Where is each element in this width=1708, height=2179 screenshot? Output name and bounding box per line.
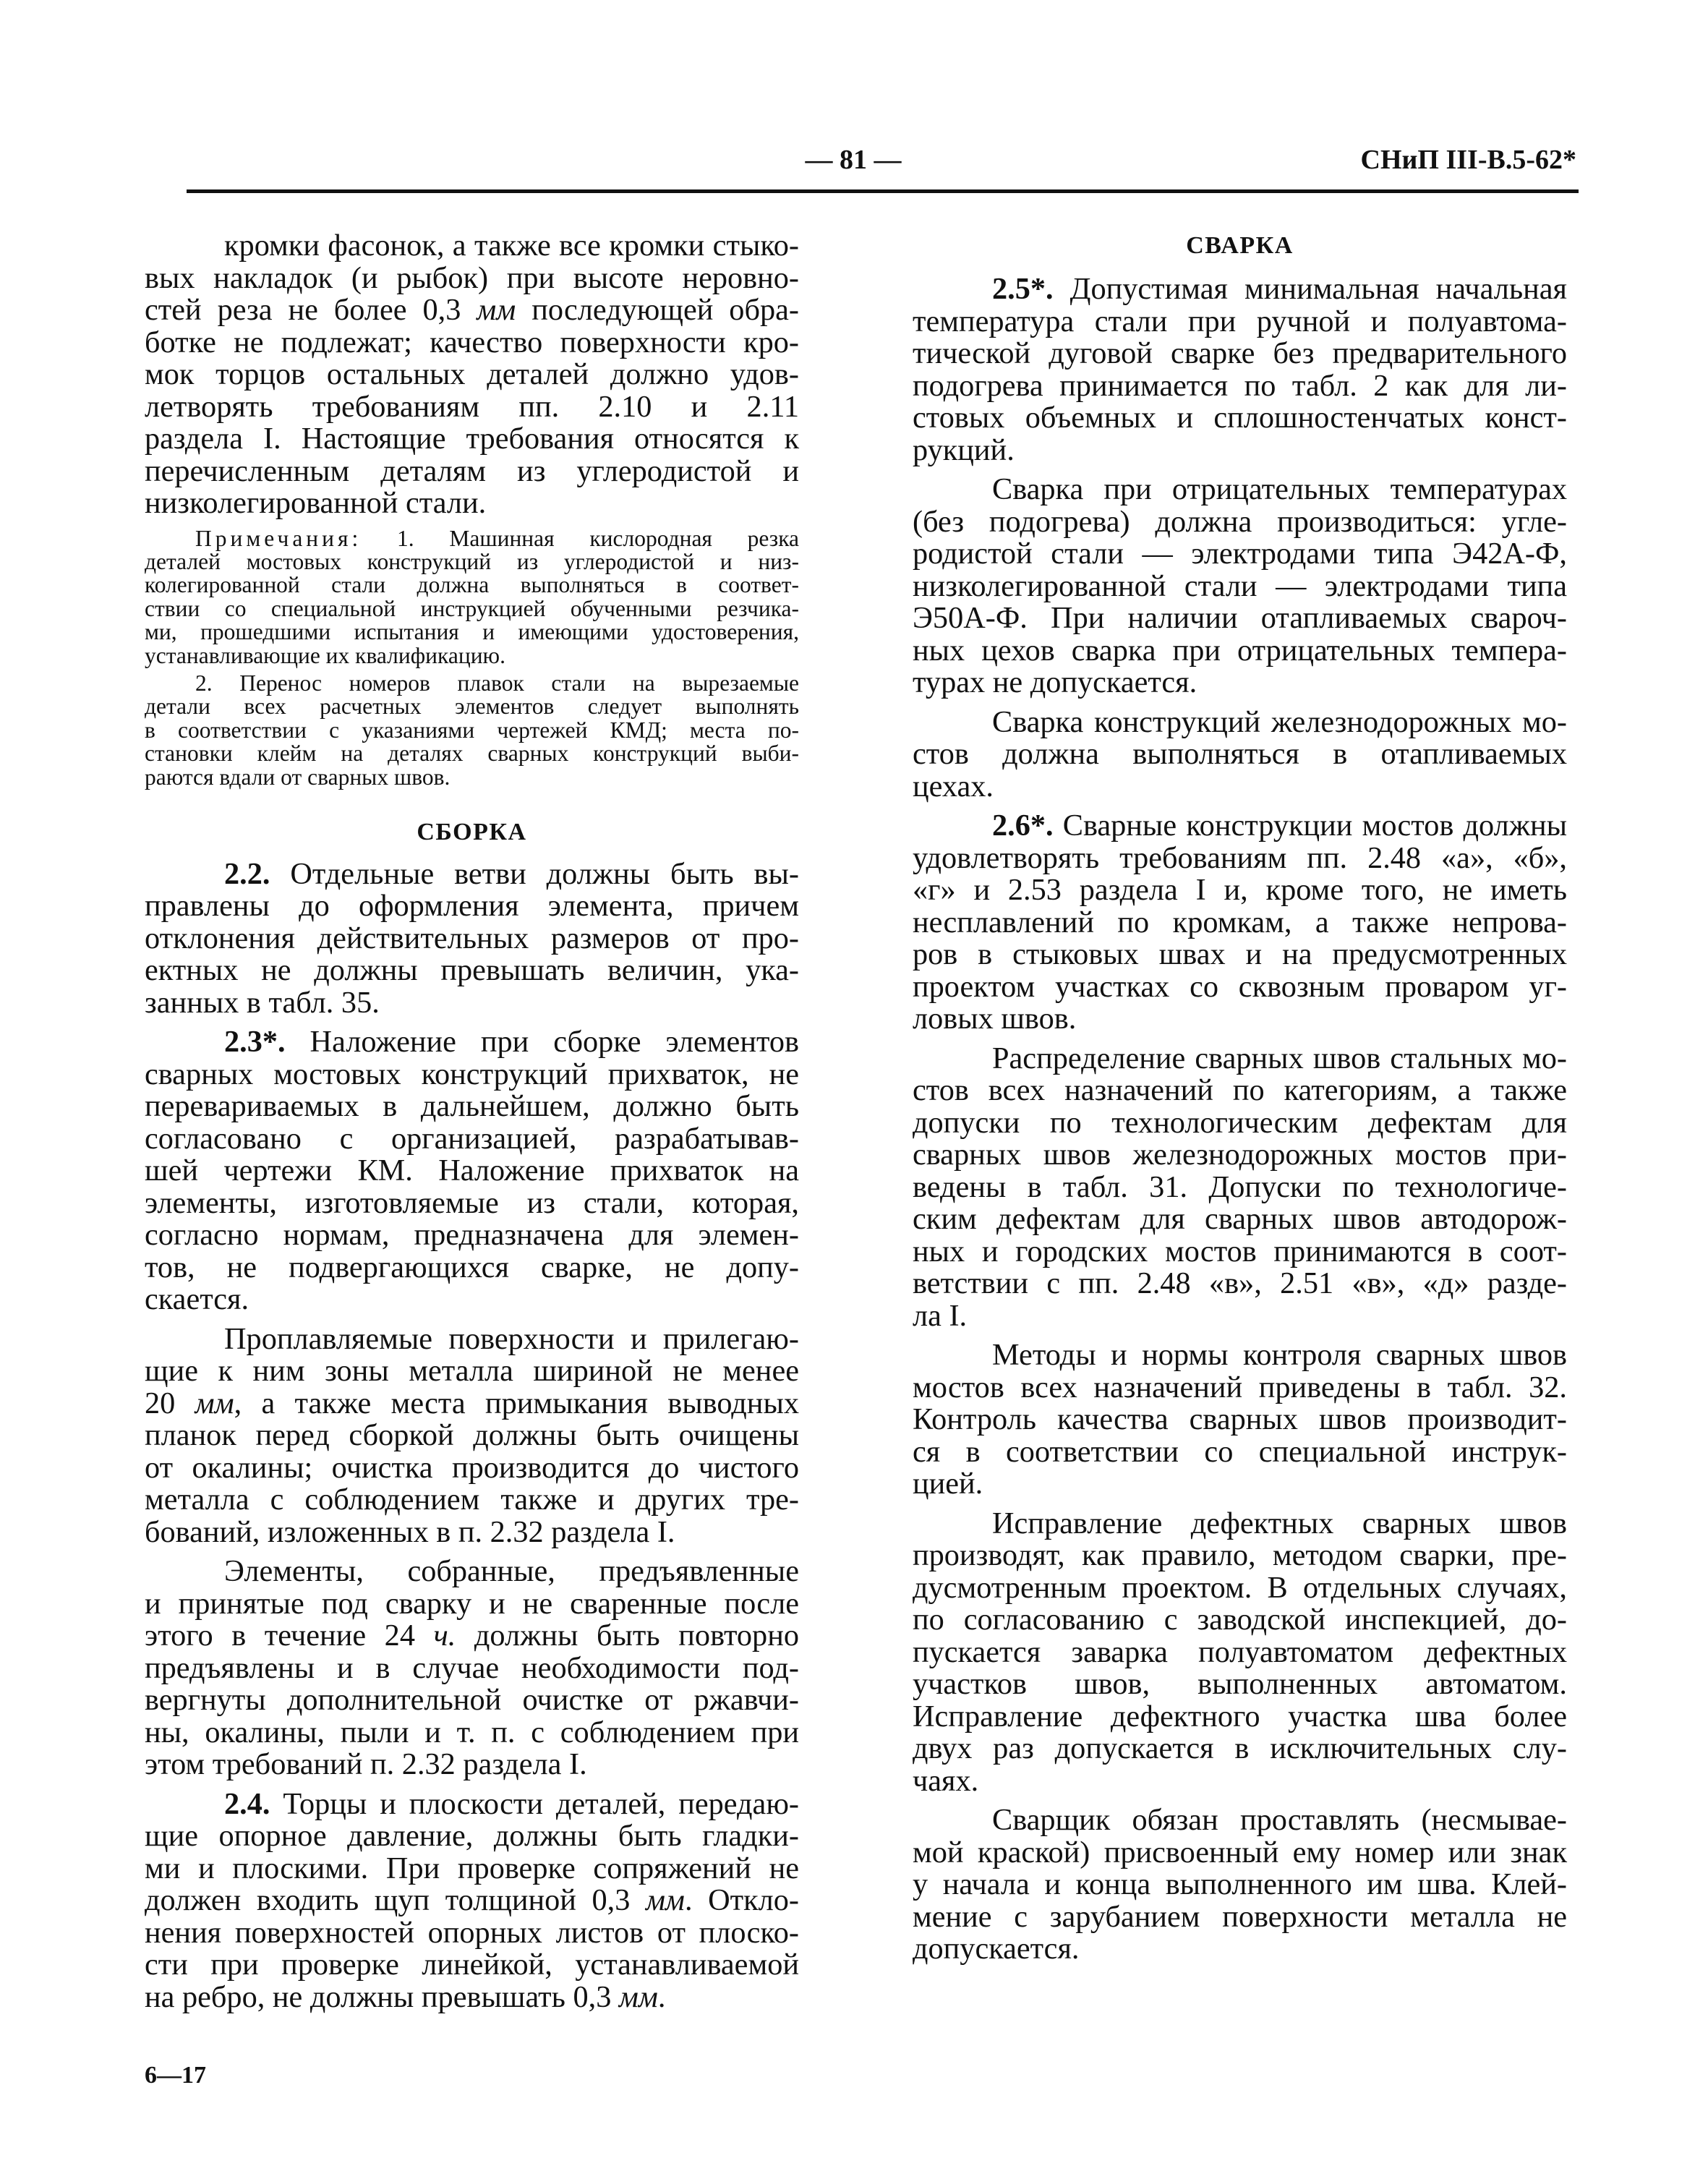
text-line: мок торцов остальных деталей должно удов- <box>145 357 799 391</box>
text-line: шей чертежи КМ. Наложение прихваток на <box>145 1154 799 1188</box>
text-line: ским дефектам для сварных швов автодорож- <box>913 1202 1567 1236</box>
text-line: от окалины; очистка производится до чистого <box>145 1450 799 1485</box>
text-line: занных в табл. 35. <box>145 985 380 1020</box>
text-line: цехах. <box>913 769 994 803</box>
text-line: раются вдали от сварных швов. <box>145 764 451 790</box>
page-number: — 81 — <box>805 145 902 175</box>
clause-2-5 <box>913 273 1567 466</box>
text-line: ся в соответствии со специальной инструк- <box>913 1434 1567 1469</box>
text-line: 2.2. Отдельные ветви должны быть вы- <box>224 856 799 891</box>
text-line: в соответствии с указаниями чертежей КМД; места по- <box>145 717 799 743</box>
text-line: Распределение сварных швов стальных мо- <box>992 1041 1567 1075</box>
text-line: ловых швов. <box>913 1002 1077 1036</box>
text-line: производят, как правило, методом сварки, пре- <box>913 1538 1567 1572</box>
text-line: дусмотренным проектом. В отдельных случаях, <box>913 1570 1567 1605</box>
clause-2-6 <box>913 810 1567 1036</box>
text-line: несплавлений по кромкам, а также непрова- <box>913 905 1567 939</box>
text-line: щие опорное давление, должны быть гладки- <box>145 1819 799 1854</box>
text-line: по согласованию с заводской инспекцией, до- <box>913 1603 1567 1637</box>
text-line: становки клейм на деталях сварных конструкций выби- <box>145 741 799 767</box>
text-line: рукций. <box>913 432 1015 467</box>
text-line: проектом участках со сквозным проваром уг- <box>913 969 1567 1004</box>
text-line: этом требований п. 2.32 раздела I. <box>145 1747 587 1782</box>
text-line: ветствии с пп. 2.48 «в», 2.51 «в», «д» разде- <box>913 1266 1567 1300</box>
text-line: удовлетворять требованиям пп. 2.48 «а», «б», <box>913 840 1567 875</box>
text-line: перечисленным деталям из углеродистой и <box>145 453 799 488</box>
text-line: стовых объемных и сплошностенчатых конст- <box>913 401 1567 435</box>
text-line: ми и плоскими. При проверке сопряжений не <box>145 1851 799 1885</box>
text-line: правлены до оформления элемента, причем <box>145 889 799 924</box>
clause-2-6-paragraph-5 <box>913 1804 1567 1966</box>
text-line: 2.4. Торцы и плоскости деталей, передаю- <box>224 1786 800 1821</box>
text-line: сти при проверке линейкой, устанавливаемой <box>145 1948 799 1982</box>
text-line: у начала и конца выполненного им шва. Клей- <box>913 1867 1567 1901</box>
clause-2-3-paragraph-3 <box>145 1556 799 1781</box>
text-line: и принятые под сварку и не сваренные после <box>145 1586 799 1621</box>
text-line: скается. <box>145 1282 249 1317</box>
text-line: мостов всех назначений приведены в табл. 32. <box>913 1370 1567 1404</box>
text-line: допускается. <box>913 1932 1080 1966</box>
text-line: родистой стали — электродами типа Э42А-Ф, <box>913 537 1567 571</box>
clause-2-3-paragraph-2 <box>145 1323 799 1549</box>
text-line: участков швов, выполненных автоматом. <box>913 1667 1567 1701</box>
text-line: ектных не должны превышать величин, ука- <box>145 953 799 988</box>
clause-2-4 <box>145 1788 799 2014</box>
text-line: сварных швов железнодорожных мостов при- <box>913 1138 1567 1172</box>
text-line: турах не допускается. <box>913 665 1197 699</box>
section-heading-welding: СВАРКА <box>1186 232 1294 259</box>
text-line: ботке не подлежат; качество поверхности кро- <box>145 325 799 359</box>
page-header <box>0 142 1708 185</box>
text-line: щие к ним зоны металла шириной не менее <box>145 1354 799 1389</box>
text-line: этого в течение 24 ч. должны быть повторно <box>145 1619 799 1653</box>
text-line: тов, не подвергающихся сварке, не допу- <box>145 1250 799 1284</box>
text-line: цией. <box>913 1467 983 1501</box>
text-line: чаях. <box>913 1763 979 1798</box>
text-line: допуски по технологическим дефектам для <box>913 1105 1567 1140</box>
clause-number: 2.3*. <box>224 1025 286 1059</box>
text-line: 2. Перенос номеров плавок стали на вырезаемые <box>195 670 799 696</box>
clause-2-3 <box>145 1026 799 1316</box>
text-line: согласно нормам, предназначена для элемен- <box>145 1218 799 1253</box>
text-line: бований, изложенных в п. 2.32 раздела I. <box>145 1514 675 1549</box>
clause-2-6-paragraph-3 <box>913 1339 1567 1501</box>
text-line: предъявлены и в случае необходимости под- <box>145 1650 799 1685</box>
text-line: вых накладок (и рыбок) при высоте неровно- <box>145 260 799 295</box>
text-line: Сварка при отрицательных температурах <box>992 472 1567 506</box>
text-line: Элементы, собранные, предъявленные <box>224 1554 799 1589</box>
text-line: пускается заварка полуавтоматом дефектных <box>913 1634 1567 1669</box>
text-line: Проплавляемые поверхности и прилегаю- <box>224 1321 799 1356</box>
text-line: Исправление дефектных сварных швов <box>992 1506 1567 1540</box>
header-rule <box>187 189 1579 193</box>
notes-label: Примечания: <box>195 525 362 551</box>
text-line: Э50А-Ф. При наличии отапливаемых свароч- <box>913 601 1567 635</box>
clause-2-6-paragraph-4 <box>913 1508 1567 1798</box>
text-line: детали всех расчетных элементов следует выполнять <box>145 694 799 720</box>
right-column <box>913 230 1567 1966</box>
text-line: тической дуговой сварке без предварительного <box>913 336 1567 370</box>
text-line: должен входить щуп толщиной 0,3 мм. Откло- <box>145 1883 799 1918</box>
clause-2-2 <box>145 858 799 1020</box>
text-line: мение с зарубанием поверхности металла не <box>913 1899 1567 1934</box>
clause-number: 2.6*. <box>992 809 1054 843</box>
text-line: 2.3*. Наложение при сборке элементов <box>224 1025 799 1059</box>
note-1-first-line: 1. Машинная кислородная резка <box>397 525 800 551</box>
text-line: нения поверхностей опорных листов от плоско- <box>145 1915 799 1950</box>
clause-2-5-paragraph-2 <box>913 474 1567 699</box>
text-line: (без подогрева) должна производиться: угле- <box>913 504 1567 539</box>
intro-paragraph <box>145 230 799 520</box>
text-line: стов всех назначений по категориям, а также <box>913 1073 1567 1107</box>
note-2 <box>145 672 799 789</box>
text-line: ны, окалины, пыли и т. п. с соблюдением при <box>145 1715 799 1749</box>
text-line: отклонения действительных размеров от про- <box>145 921 799 955</box>
text-line: сварных мостовых конструкций прихваток, не <box>145 1057 799 1091</box>
text-line: 2.5*. Допустимая минимальная начальная <box>992 272 1567 306</box>
text-line: перевариваемых в дальнейшем, должно быть <box>145 1089 799 1124</box>
text-line: стей реза не более 0,3 мм последующей обра- <box>145 293 799 327</box>
text-line: металла с соблюдением также и других тре- <box>145 1483 799 1517</box>
text-line: Сварщик обязан проставлять (несмывае- <box>992 1803 1567 1837</box>
text-line: ров в стыковых швах и на предусмотренных <box>913 937 1567 971</box>
text-line: элементы, изготовляемые из стали, которая, <box>145 1185 799 1220</box>
text-line: двух раз допускается в исключительных слу- <box>913 1731 1567 1765</box>
text-line: Сварка конструкций железнодорожных мо- <box>992 704 1567 739</box>
text-line: Методы и нормы контроля сварных швов <box>992 1338 1567 1372</box>
text-line: Контроль качества сварных швов производит- <box>913 1402 1567 1436</box>
clause-number: 2.2. <box>224 856 270 891</box>
text-line: ных и городских мостов принимаются в соот- <box>913 1234 1567 1268</box>
document-code: СНиП III-В.5-62* <box>1360 145 1576 175</box>
text-line: ных цехов сварка при отрицательных темпера- <box>913 633 1567 668</box>
text-line: планок перед сборкой должны быть очищены <box>145 1418 799 1453</box>
text-line: низколегированной стали. <box>145 486 487 520</box>
signature-mark: 6—17 <box>145 2062 206 2089</box>
text-line: 20 мм, а также места примыкания выводных <box>145 1386 800 1420</box>
text-line: низколегированной стали — электродами типа <box>913 568 1567 603</box>
clause-2-5-paragraph-3 <box>913 704 1567 803</box>
clause-number: 2.5*. <box>992 272 1054 306</box>
text-line: ведены в табл. 31. Допуски по технологиче- <box>913 1169 1567 1204</box>
text-line: ла I. <box>913 1298 968 1333</box>
text-line: стов должна выполняться в отапливаемых <box>913 737 1567 771</box>
clause-2-6-paragraph-2 <box>913 1043 1567 1333</box>
text-line: раздела I. Настоящие требования относятся к <box>145 422 799 456</box>
text-line: вергнуты дополнительной очистке от ржавчи- <box>145 1683 799 1718</box>
text-line: 2.6*. Сварные конструкции мостов должны <box>992 809 1567 843</box>
text-line: температура стали при ручной и полуавтома- <box>913 304 1567 338</box>
section-heading-assembly: СБОРКА <box>417 818 527 845</box>
text-line: кромки фасонок, а также все кромки стыко- <box>224 229 799 263</box>
text-line: мой краской) присвоенный ему номер или знак <box>913 1835 1567 1869</box>
text-line: на ребро, не должны превышать 0,3 мм. <box>145 1979 666 2014</box>
text-line: подогрева принимается по табл. 2 как для ли- <box>913 368 1567 403</box>
text-line: «г» и 2.53 раздела I и, кроме того, не иметь <box>913 873 1567 907</box>
text-line: Исправление дефектного участка шва более <box>913 1699 1567 1734</box>
text-line: летворять требованиям пп. 2.10 и 2.11 <box>145 389 799 424</box>
text-line: согласовано с организацией, разрабатывав- <box>145 1121 799 1156</box>
left-column <box>145 230 799 2013</box>
note-1: Примечания: 1. Машинная кислородная резка деталей мостовых конструкций из углеродистой и низ- колегированной стали должна выполняться в соответ- ствии со специальной инструкцией обученными резчика- ми, прошедшими испытания и имеющими удостоверения, устанавливающие их квалификацию. <box>145 525 800 668</box>
clause-number: 2.4. <box>224 1786 270 1821</box>
